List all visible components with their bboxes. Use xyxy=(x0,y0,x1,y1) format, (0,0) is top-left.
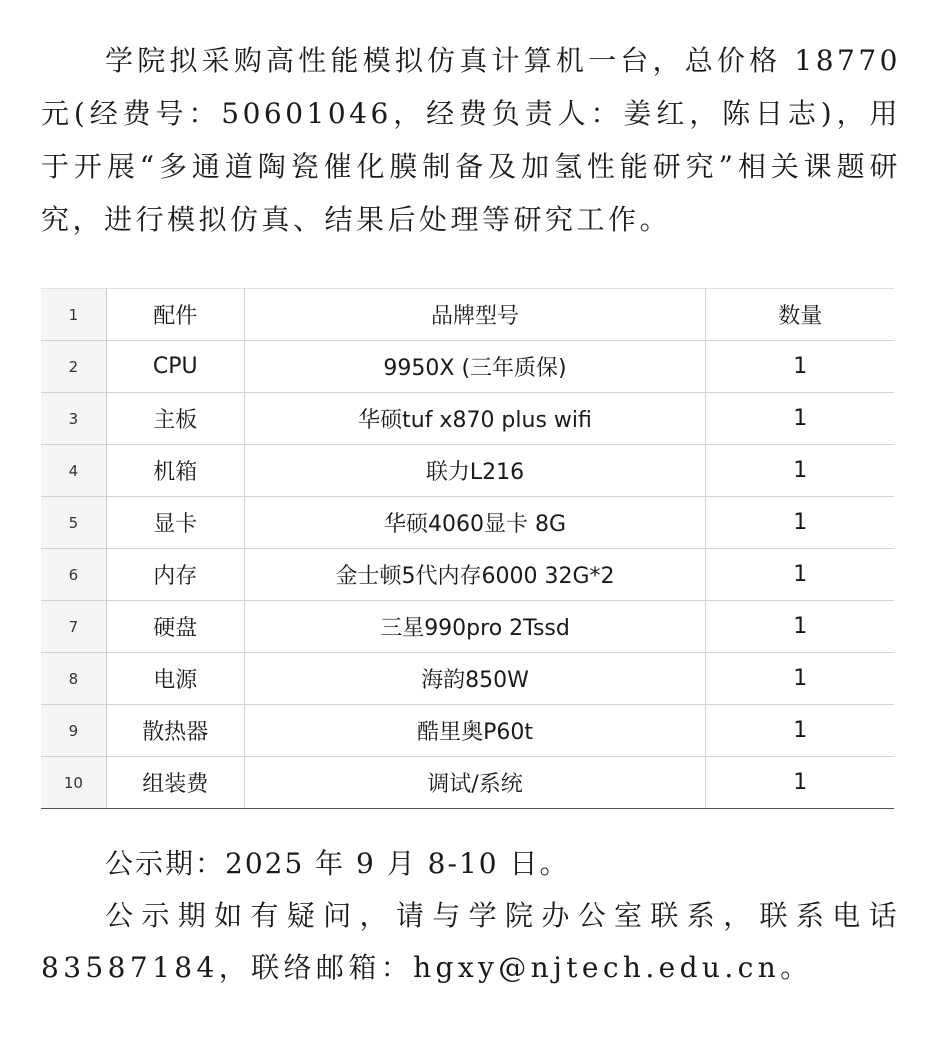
part-cell: 主板 xyxy=(106,393,244,445)
part-cell: 组装费 xyxy=(106,757,244,809)
table-row xyxy=(41,341,894,393)
model-cell: 酷里奥P60t xyxy=(244,705,706,757)
header-part: 配件 xyxy=(106,289,244,341)
model-cell: 华硕tuf x870 plus wifi xyxy=(244,393,706,445)
row-index: 7 xyxy=(41,601,106,653)
row-index: 1 xyxy=(41,289,106,341)
table-row xyxy=(41,653,894,705)
table-header-row xyxy=(41,289,894,341)
table-row xyxy=(41,445,894,497)
qty-cell: 1 xyxy=(706,497,894,549)
part-cell: 内存 xyxy=(106,549,244,601)
part-cell: 硬盘 xyxy=(106,601,244,653)
part-cell: 电源 xyxy=(106,653,244,705)
row-index: 9 xyxy=(41,705,106,757)
part-cell: 显卡 xyxy=(106,497,244,549)
part-cell: 散热器 xyxy=(106,705,244,757)
model-cell: 金士顿5代内存6000 32G*2 xyxy=(244,549,706,601)
row-index: 6 xyxy=(41,549,106,601)
qty-cell: 1 xyxy=(706,757,894,809)
part-cell: 机箱 xyxy=(106,445,244,497)
row-index: 3 xyxy=(41,393,106,445)
notice-period: 公示期：2025 年 9 月 8-10 日。 xyxy=(105,847,570,880)
model-cell: 调试/系统 xyxy=(244,757,706,809)
qty-cell: 1 xyxy=(706,445,894,497)
model-cell: 9950X (三年质保) xyxy=(244,341,706,393)
table-row xyxy=(41,549,894,601)
row-index: 5 xyxy=(41,497,106,549)
contact-paragraph: 公示期如有疑问，请与学院办公室联系，联系电话83587184，联络邮箱：hgxy@njtech.edu.cn。 xyxy=(41,899,901,984)
row-index: 8 xyxy=(41,653,106,705)
parts-table xyxy=(41,288,894,809)
table-row xyxy=(41,757,894,809)
model-cell: 海韵850W xyxy=(244,653,706,705)
qty-cell: 1 xyxy=(706,601,894,653)
table-row xyxy=(41,497,894,549)
row-index: 2 xyxy=(41,341,106,393)
qty-cell: 1 xyxy=(706,393,894,445)
intro-paragraph: 学院拟采购高性能模拟仿真计算机一台，总价格 18770元(经费号：50601046，经费负责人：姜红，陈日志)，用于开展“多通道陶瓷催化膜制备及加氢性能研究”相关课题研究，进行模拟仿真、结果后处理等研究工作。 xyxy=(41,44,901,236)
qty-cell: 1 xyxy=(706,549,894,601)
part-cell: CPU xyxy=(106,341,244,393)
model-cell: 华硕4060显卡 8G xyxy=(244,497,706,549)
model-cell: 联力L216 xyxy=(244,445,706,497)
header-qty: 数量 xyxy=(706,289,894,341)
model-cell: 三星990pro 2Tssd xyxy=(244,601,706,653)
table-row xyxy=(41,601,894,653)
row-index: 4 xyxy=(41,445,106,497)
row-index: 10 xyxy=(41,757,106,809)
qty-cell: 1 xyxy=(706,653,894,705)
header-model: 品牌型号 xyxy=(244,289,706,341)
table-row xyxy=(41,393,894,445)
table-row xyxy=(41,705,894,757)
qty-cell: 1 xyxy=(706,341,894,393)
qty-cell: 1 xyxy=(706,705,894,757)
